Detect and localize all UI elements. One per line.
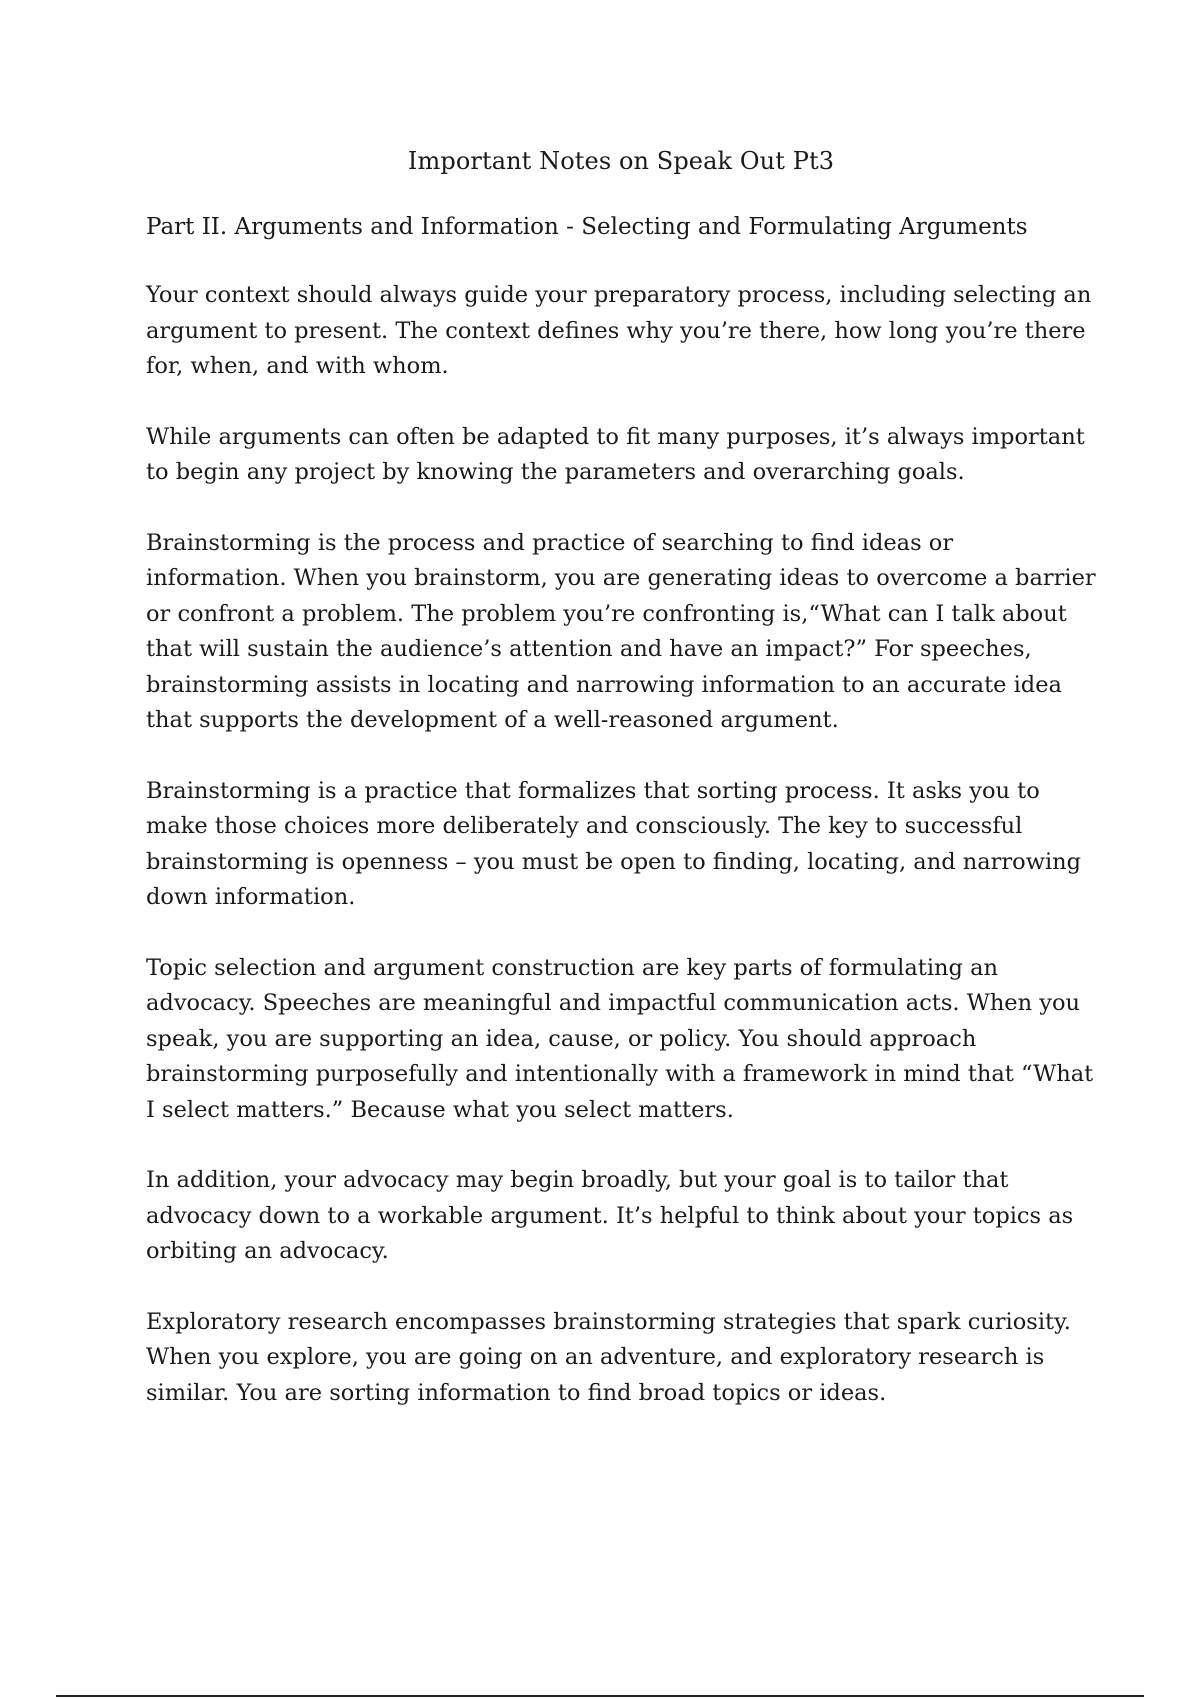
paragraph-arguments: While arguments can often be adapted to fit many purposes, it’s always important to begin any project by knowing the parameters and overarching goals. [146,423,1085,485]
paragraph-context: Your context should always guide your preparatory process, including selecting an argument to present. The context defines why you’re there, how long you’re there for, when, and with whom. [146,282,1092,379]
paragraph-topic-selection: Topic selection and argument construction are key parts of formulating an advocacy. Speeches are meaningful and impactful communication acts. When you speak, you are supporting an idea, cause, or policy. You should approach brainstorming purposefully and intentionally with a framework in mind that “What I select matters.” Because what you select matters. [146,954,1094,1123]
paragraph-advocacy: In addition, your advocacy may begin broadly, but your goal is to tailor that advocacy down to a workable argument. It’s helpful to think about your topics as orbiting an advocacy. [146,1167,1074,1264]
paragraph-exploratory-research: Exploratory research encompasses brainstorming strategies that spark curiosity. When you explore, you are going on an adventure, and exploratory research is similar. You are sorting information to find broad topics or ideas. [146,1308,1071,1406]
paragraph-brainstorming-practice: Brainstorming is a practice that formalizes that sorting process. It asks you to make those choices more deliberately and consciously. The key to successful brainstorming is openness – you must be open to finding, locating, and narrowing down information. [146,777,1082,910]
document-title: Important Notes on Speak Out Pt3 [407,147,835,175]
section-heading: Part II. Arguments and Information - Selecting and Formulating Arguments [146,214,1028,240]
paragraph-brainstorming-definition: Brainstorming is the process and practice of searching to find ideas or information. When you brainstorm, you are generating ideas to overcome a barrier or confront a problem. The problem you’re confronting is,“What can I talk about that will sustain the audience’s attention and have an impact?” For speeches, brainstorming assists in locating and narrowing information to an accurate idea that supports the development of a well-reasoned argument. [146,529,1096,733]
page-bottom-divider [56,1695,1144,1697]
document-page [146,146,1096,1446]
